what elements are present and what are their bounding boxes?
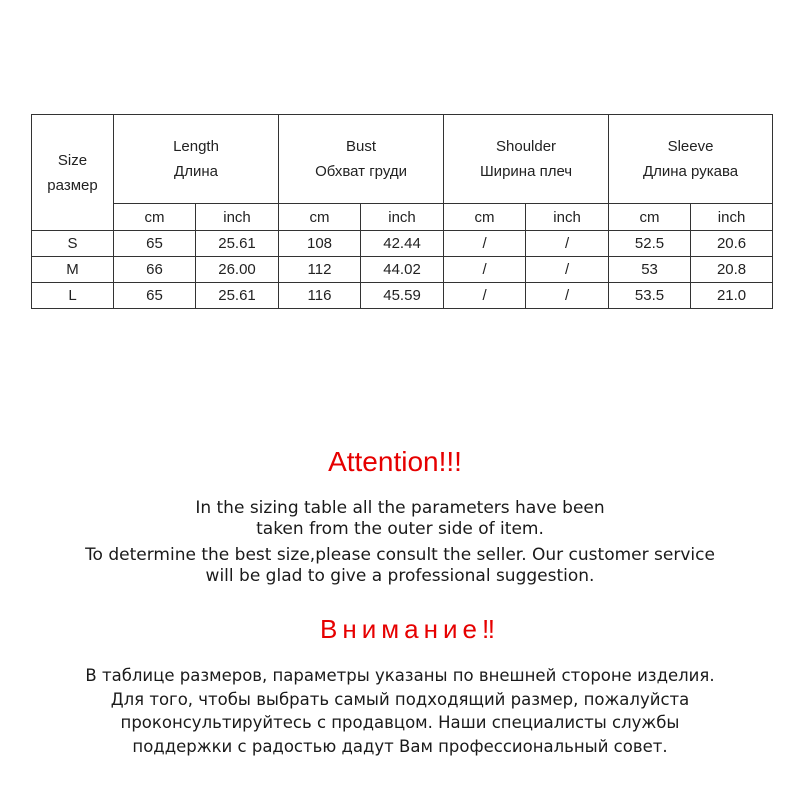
table-cell: 66 xyxy=(114,257,196,283)
table-header-row xyxy=(32,115,773,204)
table-cell: / xyxy=(444,283,526,309)
header-size-en: Size xyxy=(57,151,88,169)
table-cell: 21.0 xyxy=(691,283,773,309)
attention-notice-sizing xyxy=(0,498,800,540)
header-shoulder-ru: Ширина плеч xyxy=(479,163,573,180)
unit-cell: inch xyxy=(526,204,609,231)
unit-cell: inch xyxy=(196,204,279,231)
table-unit-row xyxy=(32,204,773,231)
table-cell: 53.5 xyxy=(609,283,691,309)
header-length-en: Length xyxy=(173,138,219,155)
vnimanie-notice xyxy=(0,664,800,758)
table-cell: 116 xyxy=(279,283,361,309)
size-cell: L xyxy=(32,283,114,309)
unit-cell: cm xyxy=(609,204,691,231)
size-chart-table xyxy=(31,114,773,309)
header-size-ru: размер xyxy=(47,176,98,194)
table-cell: 25.61 xyxy=(196,283,279,309)
header-bust xyxy=(279,115,444,204)
table-cell: / xyxy=(444,231,526,257)
notice-line: проконсультируйтесь с продавцом. Наши специалисты службы xyxy=(120,713,680,732)
unit-cell: cm xyxy=(279,204,361,231)
table-cell: / xyxy=(526,231,609,257)
header-size xyxy=(32,115,114,231)
table-cell: / xyxy=(526,283,609,309)
header-shoulder xyxy=(444,115,609,204)
attention-heading: Attention!!! xyxy=(328,446,462,477)
notice-line: поддержки с радостью дадут Вам профессиональный совет. xyxy=(132,736,668,756)
table-cell: 65 xyxy=(114,231,196,257)
table-row xyxy=(32,257,773,283)
notice-line: In the sizing table all the parameters have been xyxy=(195,498,605,518)
table-cell: 53 xyxy=(609,257,691,283)
header-bust-ru: Обхват груди xyxy=(315,163,407,180)
table-cell: 26.00 xyxy=(196,257,279,283)
header-bust-en: Bust xyxy=(346,138,377,155)
header-shoulder-en: Shoulder xyxy=(496,138,557,155)
header-sleeve-ru: Длина рукава xyxy=(642,163,739,180)
header-sleeve-en: Sleeve xyxy=(667,138,714,155)
unit-cell: cm xyxy=(114,204,196,231)
size-cell: S xyxy=(32,231,114,257)
table-cell: 65 xyxy=(114,283,196,309)
attention-notice-consult xyxy=(0,545,800,587)
table-cell: 20.6 xyxy=(691,231,773,257)
table-cell: 112 xyxy=(279,257,361,283)
table-row xyxy=(32,283,773,309)
table-row xyxy=(32,231,773,257)
table-cell: 20.8 xyxy=(691,257,773,283)
unit-cell: inch xyxy=(361,204,444,231)
unit-cell: cm xyxy=(444,204,526,231)
header-length xyxy=(114,115,279,204)
notice-line: taken from the outer side of item. xyxy=(256,519,544,539)
table-cell: 44.02 xyxy=(361,257,444,283)
table-cell: / xyxy=(444,257,526,283)
table-cell: / xyxy=(526,257,609,283)
table-cell: 25.61 xyxy=(196,231,279,257)
table-cell: 42.44 xyxy=(361,231,444,257)
vnimanie-heading: Внимание‼ xyxy=(320,614,500,644)
unit-cell: inch xyxy=(691,204,773,231)
header-length-ru: Длина xyxy=(174,163,218,180)
notice-line: Для того, чтобы выбрать самый подходящий размер, пожалуйста xyxy=(110,689,690,709)
table-cell: 52.5 xyxy=(609,231,691,257)
table-cell: 108 xyxy=(279,231,361,257)
table-cell: 45.59 xyxy=(361,283,444,309)
notice-line: В таблице размеров, параметры указаны по внешней стороне изделия. xyxy=(85,666,715,685)
size-cell: M xyxy=(32,257,114,283)
notice-line: will be glad to give a professional suggestion. xyxy=(205,566,595,586)
notice-line: To determine the best size,please consult the seller. Our customer service xyxy=(85,545,715,565)
header-sleeve xyxy=(609,115,773,204)
